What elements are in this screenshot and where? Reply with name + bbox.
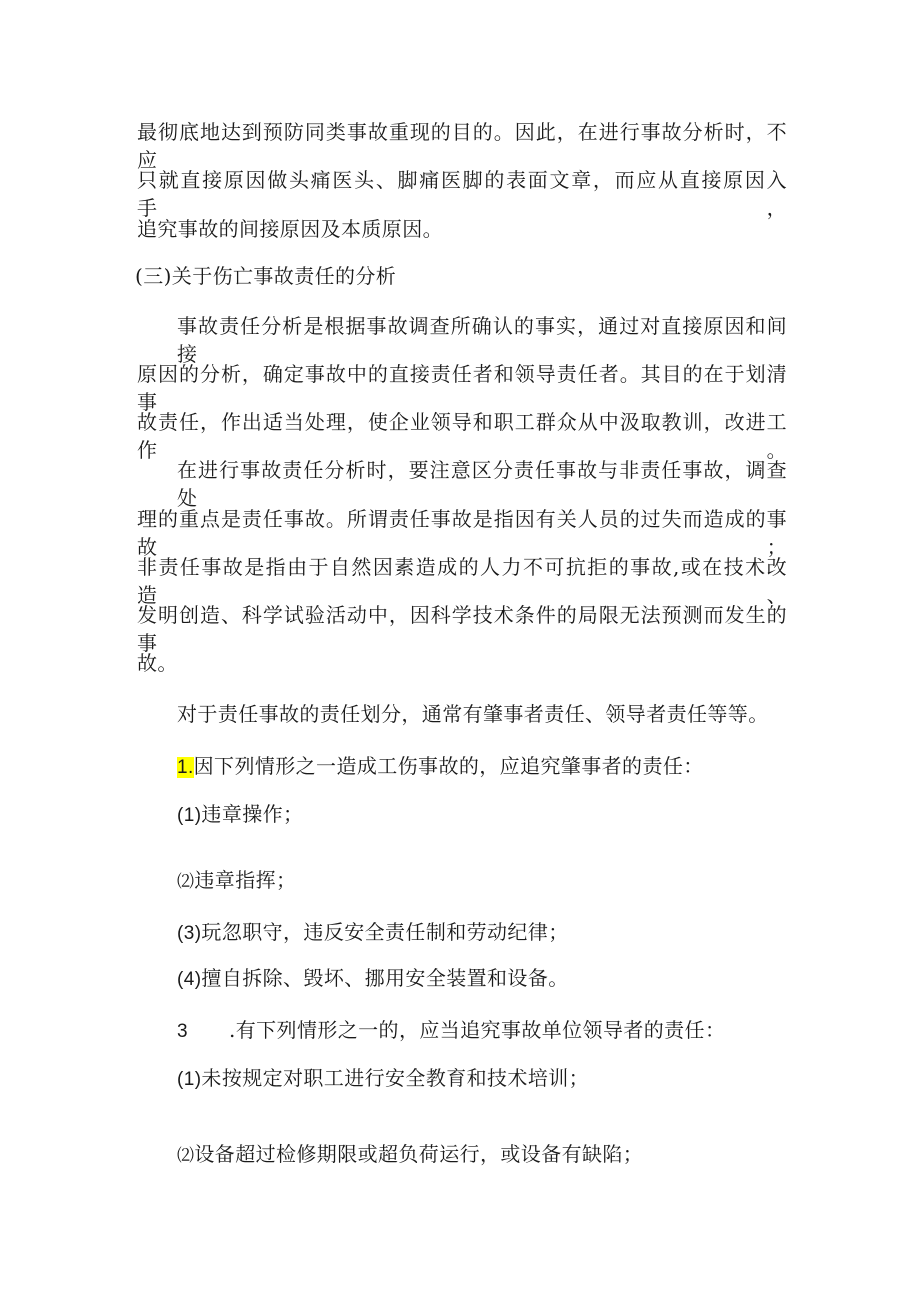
paragraph-line: 最彻底地达到预防同类事故重现的目的。因此，在进行事故分析时，不应 [137, 120, 787, 172]
list-number: 3 [177, 1021, 188, 1042]
list-item-marker: (3) [177, 923, 202, 944]
list-item [177, 1140, 643, 1170]
list-item-marker: (4) [177, 969, 202, 990]
paragraph-line: 故责任，作出适当处理，使企业领导和职工群众从中汲取教训，改进工作。 [137, 410, 787, 462]
list-item [177, 964, 569, 994]
list-item-text: 设备超过检修期限或超负荷运行，或设备有缺陷； [194, 1142, 644, 1166]
list-item-text: 擅自拆除、毁坏、挪用安全装置和设备。 [201, 966, 569, 990]
list-item-marker: ⑵ [177, 1146, 195, 1166]
list-heading [177, 1016, 725, 1046]
paragraph-line: 发明创造、科学试验活动中，因科学技术条件的局限无法预测而发生的事 [137, 603, 787, 655]
list-item [177, 918, 569, 948]
paragraph-line: 原因的分析，确定事故中的直接责任者和领导责任者。其目的在于划清事 [137, 362, 787, 414]
list-item-marker: ⑵ [177, 872, 195, 892]
section-heading: (三)关于伤亡事故责任的分析 [135, 264, 397, 288]
paragraph-line: 事故责任分析是根据事故调查所确认的事实，通过对直接原因和间接 [177, 314, 787, 366]
list-item-text: 违章指挥； [194, 868, 297, 892]
list-item [177, 1064, 589, 1094]
list-number: 1. [177, 757, 194, 778]
list-item-marker: (1) [177, 1069, 202, 1090]
list-item-text: 未按规定对职工进行安全教育和技术培训； [201, 1066, 590, 1090]
paragraph-line: 理的重点是责任事故。所谓责任事故是指因有关人员的过失而造成的事故； [137, 507, 787, 559]
list-item-text: 违章操作； [201, 802, 304, 826]
list-heading [177, 752, 704, 782]
paragraph-line: 非责任事故是指由于自然因素造成的人力不可抗拒的事故,或在技术改造、 [137, 555, 787, 607]
paragraph-line: 追究事故的间接原因及本质原因。 [137, 217, 443, 241]
list-item [177, 866, 296, 896]
list-item-marker: (1) [177, 805, 202, 826]
paragraph-line: 故。 [137, 651, 178, 675]
paragraph-line: 对于责任事故的责任划分，通常有肇事者责任、领导者责任等等。 [177, 702, 769, 726]
list-heading-text: 因下列情形之一造成工伤事故的，应追究肇事者的责任： [193, 754, 704, 778]
list-item-text: 玩忽职守，违反安全责任制和劳动纪律； [201, 920, 569, 944]
list-heading-text: .有下列情形之一的，应当追究事故单位领导者的责任： [229, 1018, 726, 1042]
paragraph-line: 只就直接原因做头痛医头、脚痛医脚的表面文章，而应从直接原因入手， [137, 168, 787, 220]
paragraph-line: 在进行事故责任分析时，要注意区分责任事故与非责任事故，调查处 [177, 458, 787, 510]
list-item [177, 800, 303, 830]
